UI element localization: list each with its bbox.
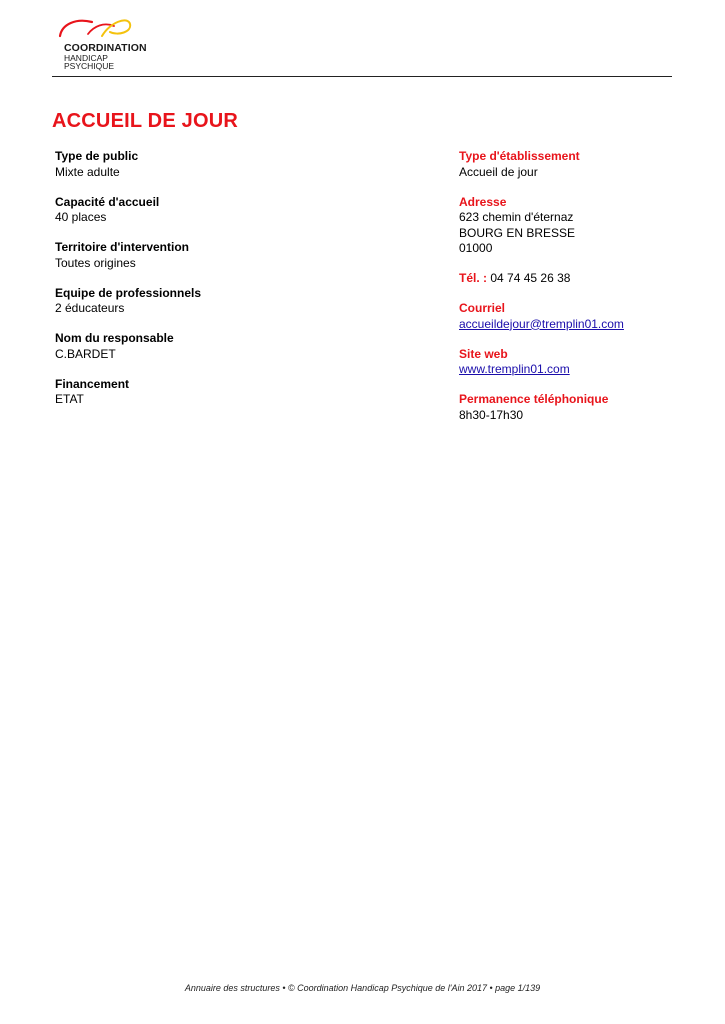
field-value: Mixte adulte <box>55 164 120 179</box>
logo <box>52 14 162 72</box>
logo-subtitle-line1: HANDICAP <box>64 53 108 63</box>
field-equipe <box>55 286 385 317</box>
field-label: Type de public <box>55 149 139 163</box>
field-label: Nom du responsable <box>55 331 174 345</box>
field-courriel <box>459 301 699 332</box>
field-value: 40 places <box>55 210 107 224</box>
address-line: 623 chemin d'éternaz <box>459 210 574 224</box>
field-permanence <box>459 392 699 423</box>
telephone-line <box>459 271 699 287</box>
logo-subtitle-line2: PSYCHIQUE <box>64 61 115 71</box>
field-adresse <box>459 195 699 257</box>
logo-swoosh-icon <box>52 14 162 44</box>
field-site-web <box>459 347 699 378</box>
field-responsable <box>55 331 385 362</box>
field-label: Capacité d'accueil <box>55 194 160 209</box>
logo-name: COORDINATION <box>64 42 147 54</box>
field-value: ETAT <box>55 392 84 406</box>
field-label: Permanence téléphonique <box>459 392 609 406</box>
right-column <box>459 149 699 438</box>
field-type-public <box>55 149 385 180</box>
telephone-label: Tél. : <box>459 271 488 285</box>
page-footer: Annuaire des structures • © Coordination Handicap Psychique de l'Ain 2017 • page 1/139 <box>184 983 541 993</box>
field-type-etablissement <box>459 149 699 180</box>
field-value: 8h30-17h30 <box>459 407 524 422</box>
field-capacite <box>55 195 385 226</box>
field-value: Toutes origines <box>55 255 136 270</box>
email-link[interactable]: accueildejour@tremplin01.com <box>459 316 624 331</box>
logo-subtitle <box>64 54 114 70</box>
field-financement <box>55 377 385 408</box>
field-label: Territoire d'intervention <box>55 240 189 254</box>
header-divider <box>52 76 672 77</box>
field-value: 2 éducateurs <box>55 301 125 315</box>
field-value: Accueil de jour <box>459 164 538 179</box>
field-value <box>459 362 699 378</box>
telephone-value: 04 74 45 26 38 <box>490 271 571 285</box>
field-territoire <box>55 240 385 271</box>
page-title: ACCUEIL DE JOUR <box>52 110 238 132</box>
field-value: C.BARDET <box>55 346 116 361</box>
address-line: BOURG EN BRESSE <box>459 225 576 240</box>
field-label: Financement <box>55 376 130 391</box>
field-value <box>459 317 699 333</box>
field-label: Site web <box>459 346 508 361</box>
field-label: Adresse <box>459 194 507 209</box>
field-label: Type d'établissement <box>459 149 580 163</box>
field-label: Equipe de professionnels <box>55 285 202 300</box>
field-telephone <box>459 271 699 287</box>
field-label: Courriel <box>459 301 506 315</box>
website-link[interactable]: www.tremplin01.com <box>459 362 570 376</box>
left-column <box>55 149 385 422</box>
address-line: 01000 <box>459 241 493 255</box>
